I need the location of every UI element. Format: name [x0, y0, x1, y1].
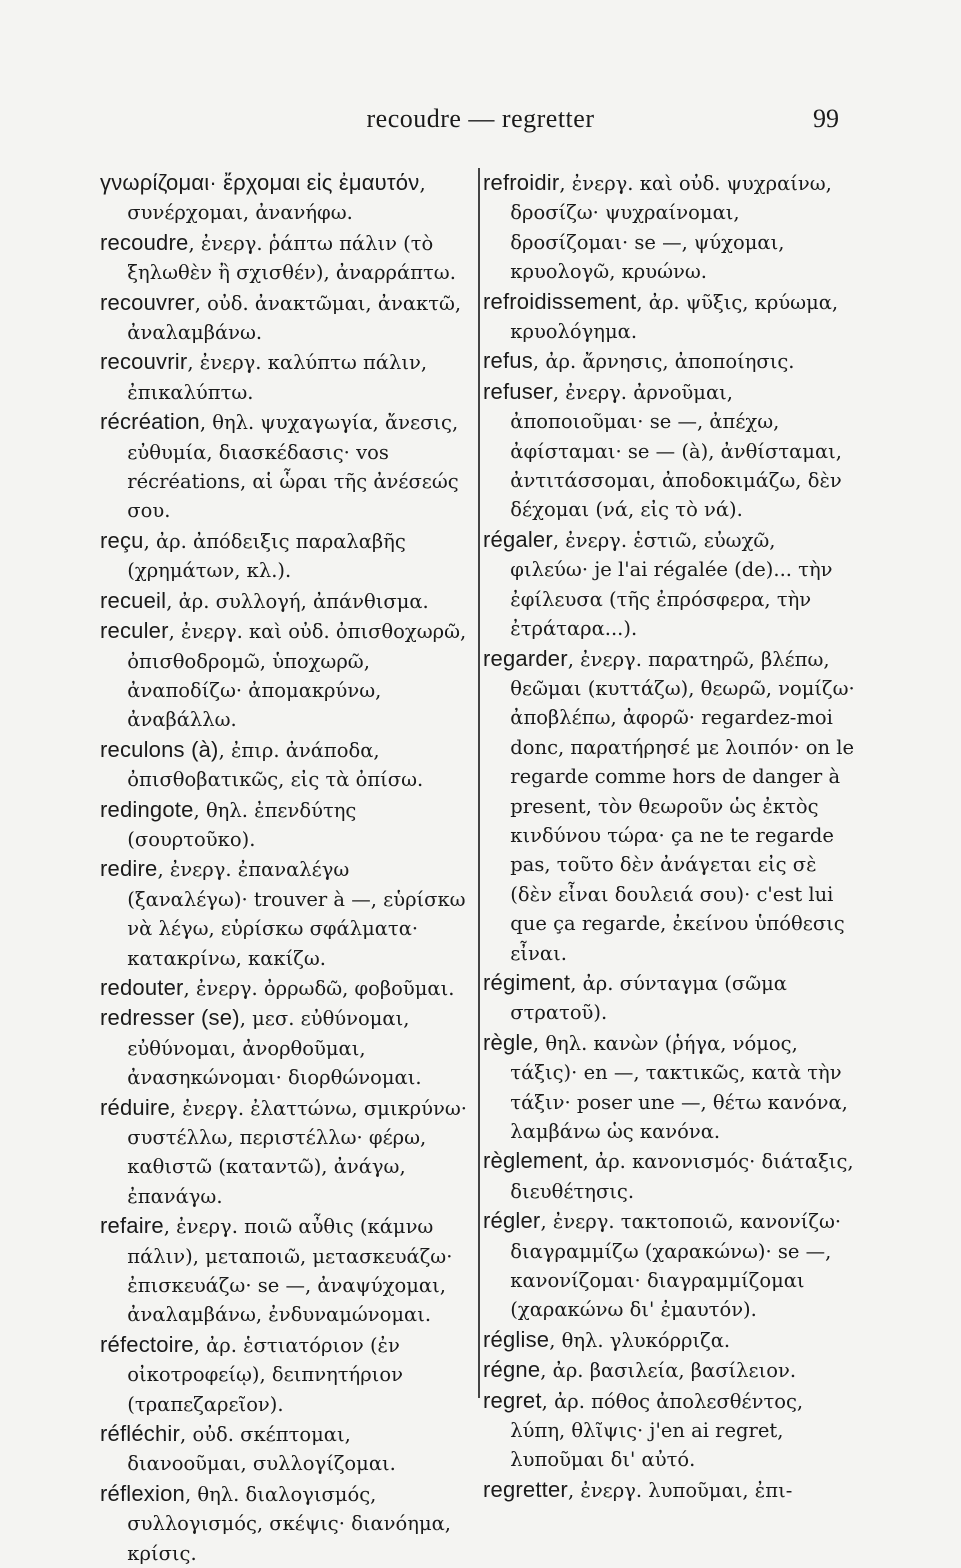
page-header	[0, 104, 961, 144]
dictionary-entry: régler, ἐνεργ. τακτοποιῶ, κανονίζω· διαγραμμίζω (χαρακώνω)· se —, κανονίζομαι· διαγραμμίζομαι (χαρακώνω δι' ἐμαυτόν).	[483, 1208, 842, 1322]
dictionary-entry: règle, θηλ. κανὼν (ῥήγα, νόμος, τάξις)· en —, τακτικῶς, κατὰ τὴν τάξιν· poser une —, θέτω κανόνα, λαμβάνω ὡς κανόνα.	[483, 1029, 848, 1143]
column-divider	[478, 168, 480, 1398]
dictionary-entry: regret, ἀρ. πόθος ἀπολεσθέντος, λύπη, θλῖψις· j'en ai regret, λυποῦμαι δι' αὐτό.	[483, 1387, 804, 1472]
dictionary-entry: reçu, ἀρ. ἀπόδειξις παραλαβῆς (χρημάτων, κλ.).	[100, 527, 406, 583]
entry-headword: recoudre	[100, 229, 189, 255]
entry-headword: réglise	[483, 1326, 550, 1352]
entry-headword: redresser (se)	[100, 1005, 240, 1031]
dictionary-entry: reculons (à), ἐπιρ. ἀνάποδα, ὀπισθοβατικῶς, εἰς τὰ ὀπίσω.	[100, 736, 424, 792]
dictionary-entry: réfectoire, ἀρ. ἑστιατόριον (ἐν οἰκοτροφείῳ), δειπνητήριον (τραπεζαρεῖον).	[100, 1331, 403, 1416]
entry-headword: regarder	[483, 645, 568, 671]
dictionary-entry: redouter, ἐνεργ. ὀρρωδῶ, φοβοῦμαι.	[100, 974, 455, 1000]
dictionary-entry: recouvrer, οὐδ. ἀνακτῶμαι, ἀνακτῶ, ἀναλαμβάνω.	[100, 289, 462, 345]
entry-headword: réduire	[100, 1094, 170, 1120]
dictionary-entry: refaire, ἐνεργ. ποιῶ αὖθις (κάμνω πάλιν), μεταποιῶ, μετασκευάζω· ἐπισκευάζω· se —, ἀναψύχομαι, ἀναλαμβάνω, ἐνδυναμώνομαι.	[100, 1213, 453, 1327]
entry-headword: réfléchir	[100, 1421, 181, 1447]
page-number: 99	[813, 104, 839, 133]
dictionary-entry: réfléchir, οὐδ. σκέπτομαι, διανοοῦμαι, συλλογίζομαι.	[100, 1421, 396, 1476]
dictionary-entry: régne, ἀρ. βασιλεία, βασίλειον.	[483, 1357, 797, 1383]
entry-headword: redouter	[100, 974, 184, 1000]
dictionary-entry: refuser, ἐνεργ. ἀρνοῦμαι, ἀποποιοῦμαι· se —, ἀπέχω, ἀφίσταμαι· se — (à), ἀνθίσταμαι, ἀντιτάσσομαι, ἀποδοκιμάζω, δὲν δέχομαι (νά, εἰς τὸ νά).	[483, 378, 842, 522]
entry-headword: régaler	[483, 526, 553, 552]
entry-headword: γνωρίζομαι· ἔρχομαι εἰς ἐμαυτόν	[100, 170, 420, 195]
entry-headword: refroidissement	[483, 288, 637, 314]
entry-headword: régiment	[483, 969, 571, 995]
dictionary-entry: refroidissement, ἀρ. ψῦξις, κρύωμα, κρυολόγημα.	[483, 288, 839, 344]
dictionary-entry: régaler, ἐνεργ. ἑστιῶ, εὐωχῶ, φιλεύω· je l'ai régalée (de)... τὴν ἐφίλευσα (τῆς ἐπρόσφερα, τὴν ἐτράταρα...).	[483, 526, 833, 641]
dictionary-entry: récréation, θηλ. ψυχαγωγία, ἄνεσις, εὐθυμία, διασκέδασις· vos récréations, αἱ ὧραι τῆς ἀνέσεώς σου.	[100, 409, 459, 523]
dictionary-entry: recouvrir, ἐνεργ. καλύπτω πάλιν, ἐπικαλύπτω.	[100, 349, 428, 404]
entry-headword: redire	[100, 856, 158, 882]
dictionary-entry: redresser (se), μεσ. εὐθύνομαι, εὐθύνομαι, ἀνορθοῦμαι, ἀνασηκώνομαι· διορθώνομαι.	[100, 1005, 422, 1090]
entry-headword: recouvrir	[100, 349, 188, 375]
entry-headword: récréation	[100, 409, 200, 435]
right-column	[483, 168, 855, 1505]
left-column	[100, 168, 472, 1568]
entry-headword: régler	[483, 1208, 541, 1234]
entry-headword: regretter	[483, 1476, 568, 1502]
running-title: recoudre — regretter	[366, 104, 595, 133]
dictionary-entry: redingote, θηλ. ἐπενδύτης (σουρτοῦκο).	[100, 796, 357, 851]
entry-headword: redingote	[100, 796, 194, 822]
dictionary-entry: réflexion, θηλ. διαλογισμός, συλλογισμός, σκέψις· διανόημα, κρίσις.	[100, 1480, 451, 1565]
entry-headword: règle	[483, 1029, 533, 1055]
dictionary-entry: réduire, ἐνεργ. ἐλαττώνω, σμικρύνω· συστέλλω, περιστέλλω· φέρω, καθιστῶ (καταντῶ), ἀνάγω, ἐπανάγω.	[100, 1094, 467, 1208]
entry-headword: réflexion	[100, 1480, 185, 1506]
entry-headword: refuser	[483, 378, 553, 404]
entry-headword: réfectoire	[100, 1331, 194, 1357]
entry-headword: recouvrer	[100, 289, 195, 315]
dictionary-entry: regretter, ἐνεργ. λυποῦμαι, ἐπι-	[483, 1476, 793, 1502]
entry-headword: regret	[483, 1387, 542, 1413]
entry-headword: reculons (à)	[100, 736, 219, 762]
dictionary-entry: réglise, θηλ. γλυκόρριζα.	[483, 1326, 731, 1352]
dictionary-entry: redire, ἐνεργ. ἐπαναλέγω (ξαναλέγω)· trouver à —, εὑρίσκω νὰ λέγω, εὑρίσκω σφάλματα· κατακρίνω, κακίζω.	[100, 856, 466, 970]
dictionary-entry: régiment, ἀρ. σύνταγμα (σῶμα στρατοῦ).	[483, 969, 787, 1025]
entry-headword: reçu	[100, 527, 144, 553]
dictionary-entry: regarder, ἐνεργ. παρατηρῶ, βλέπω, θεῶμαι (κυττάζω), θεωρῶ, νομίζω· ἀποβλέπω, ἀφορῶ· regardez-moi donc, παρατήρησέ με λοιπόν· on le regarde comme hors de danger à present, τὸν θεωροῦν ὡς ἐκτὸς κινδύνου τώρα· ça ne te regarde pas, τοῦτο δὲν ἀνάγεται εἰς σὲ (δὲν εἶναι δουλειά σου)· c'est lui que ça regarde, ἐκείνου ὑπόθεσις εἶναι.	[483, 645, 855, 965]
entry-headword: refus	[483, 348, 533, 374]
dictionary-entry: refus, ἀρ. ἄρνησις, ἀποποίησις.	[483, 348, 795, 374]
dictionary-entry: recueil, ἀρ. συλλογή, ἀπάνθισμα.	[100, 587, 429, 613]
entry-headword: reculer	[100, 618, 169, 644]
dictionary-entry: γνωρίζομαι· ἔρχομαι εἰς ἐμαυτόν, συνέρχομαι, ἀνανήφω.	[100, 170, 426, 225]
dictionary-entry: règlement, ἀρ. κανονισμός· διάταξις, διευθέτησις.	[483, 1148, 854, 1203]
entry-headword: règlement	[483, 1148, 583, 1174]
dictionary-entry: recoudre, ἐνεργ. ῥάπτω πάλιν (τὸ ξηλωθὲν ἢ σχισθέν), ἀναρράπτω.	[100, 229, 456, 285]
entry-headword: régne	[483, 1357, 541, 1383]
entry-headword: refaire	[100, 1213, 164, 1239]
dictionary-entry: refroidir, ἐνεργ. καὶ οὐδ. ψυχραίνω, δροσίζω· ψυχραίνομαι, δροσίζομαι· se —, ψύχομαι, κρυολογῶ, κρυώνω.	[483, 170, 832, 284]
entry-headword: recueil	[100, 587, 167, 613]
dictionary-entry: reculer, ἐνεργ. καὶ οὐδ. ὀπισθοχωρῶ, ὀπισθοδρομῶ, ὑποχωρῶ, ἀναποδίζω· ἀπομακρύνω, ἀναβάλλω.	[100, 618, 467, 732]
entry-headword: refroidir	[483, 170, 560, 195]
